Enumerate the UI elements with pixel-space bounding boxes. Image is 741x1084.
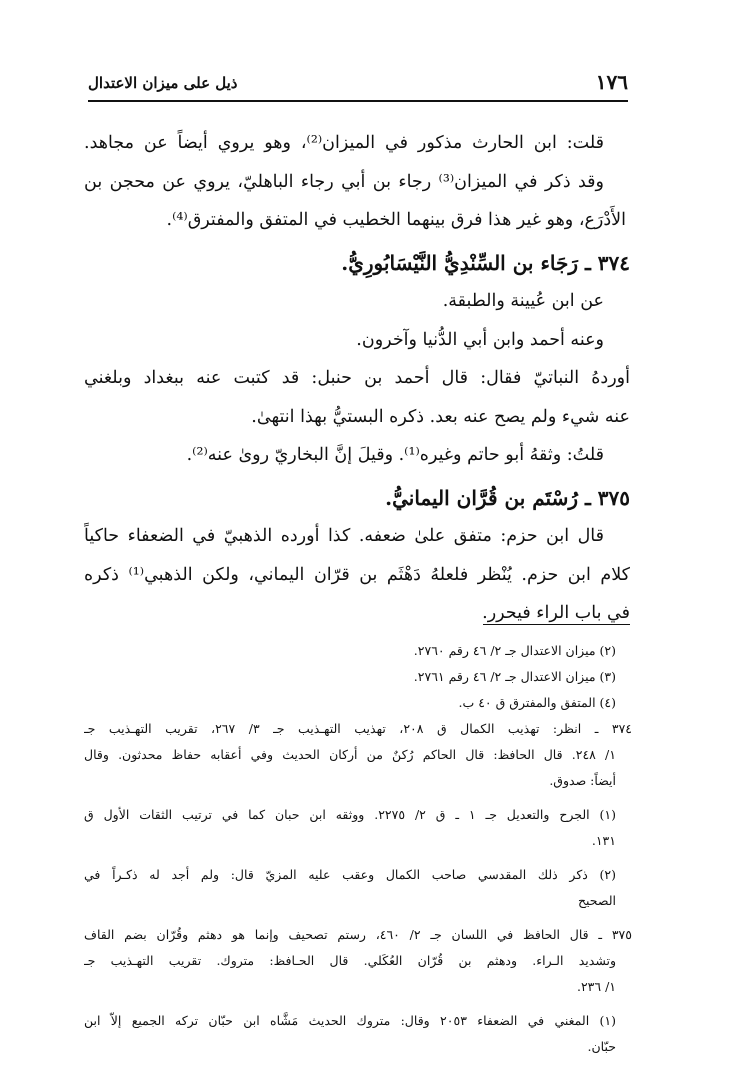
main-text xyxy=(84,124,630,633)
footnote-line: (١) الجرح والتعديل جـ ١ ـ ق ٢/ ٢٢٧٥. ووثقه ابن حبان كما في ترتيب الثقات الأول ق xyxy=(84,807,617,822)
text-line: عنه شيء ولم يصح عنه بعد. ذكره البستيُّ بهذا انتهىٰ. xyxy=(251,406,630,427)
text-line: الأَدْرَع، وهو غير هذا فرق بينهما الخطيب في المتفق والمفترق⁽⁴⁾. xyxy=(166,210,626,230)
footnote-line: وتشديد الـراء. ودهثم بن قُرّان العُكَلي. قال الحـافظ: متروك. تقريب التهـذيب جـ xyxy=(84,953,616,968)
text-line: أوردهُ النباتيّ فقال: قال أحمد بن حنبل: قد كتبت عنه ببغداد وبلغني xyxy=(84,368,630,388)
page-header xyxy=(88,66,628,102)
text-line: كلام ابن حزم. يُنْظر فلعلهُ دَهْثَم بن قرّان اليماني، ولكن الذهبي⁽¹⁾ ذكره xyxy=(84,564,630,585)
text-line: وعنه أحمد وابن أبي الدُّنيا وآخرون. xyxy=(356,329,604,350)
footnote-line: الصحيح xyxy=(577,893,616,908)
footnote-line: ٣٧٥ ـ قال الحافظ في اللسان جـ ٢/ ٤٦٠، رستم تصحيف وإنما هو دهثم وقُرّان بضم القاف xyxy=(84,927,632,942)
text-line: عن ابن عُيينة والطبقة. xyxy=(442,291,604,311)
footnote-line: حبّان. xyxy=(587,1039,616,1054)
footnote-line: (٤) المتفق والمفترق ق ٤٠ ب. xyxy=(458,695,616,710)
footnote-line: ٣٧٤ ـ انظر: تهذيب الكمال ق ٢٠٨، تهذيب التهـذيب جـ ٣/ ٢٦٧، تقريب التهـذيب جـ xyxy=(84,721,632,736)
text-line: قال ابن حزم: متفق علىٰ ضعفه. كذا أورده الذهبيّ في الضعفاء حاكياً xyxy=(84,526,604,546)
footnotes xyxy=(84,638,632,1060)
footnote-line: (١) المغني في الضعفاء ٢٠٥٣ وقال: متروك الحديث مَشَّاه ابن حبّان تركه الجميع إلاّ ابن xyxy=(84,1013,616,1028)
footnote-line: ١/ ٢٤٨. قال الحافظ: قال الحاكم رُكنٌ من أركان الحديث وفي أعقابه حفاظ محدثون. وقال xyxy=(84,747,616,762)
footnote-rule xyxy=(483,624,630,625)
text-line: في باب الراء فيحرر. xyxy=(482,603,630,623)
entry-heading-374: ٣٧٤ ـ رَجَاء بن السِّنْدِيُّ النَّيْسَابُورِيُّ. xyxy=(341,250,630,275)
footnote-line: (٢) ميزان الاعتدال جـ ٢/ ٤٦ رقم ٢٧٦٠. xyxy=(413,643,616,658)
footnote-line: (٣) ميزان الاعتدال جـ ٢/ ٤٦ رقم ٢٧٦١. xyxy=(413,669,616,684)
footnote-line: ١٣١. xyxy=(591,833,616,848)
text-line: قلتُ: وثقهُ أبو حاتم وغيره⁽¹⁾. وقيلَ إنَّ البخاريّ روىٰ عنه⁽²⁾. xyxy=(186,445,604,465)
text-line: قلت: ابن الحارث مذكور في الميزان⁽²⁾، وهو يروي أيضاً عن مجاهد. xyxy=(84,133,605,153)
header-rule xyxy=(88,100,628,102)
footnote-line: ١/ ٢٣٦. xyxy=(576,979,616,994)
entry-heading-375: ٣٧٥ ـ رُسْتَم بن قُرَّان اليمانيُّ. xyxy=(385,485,630,510)
footnote-line: أيضاً: صدوق. xyxy=(549,773,616,788)
footnote-line: (٢) ذكر ذلك المقدسي صاحب الكمال وعقب عليه المزيّ قال: ولم أجد له ذكـراً في xyxy=(84,867,616,882)
text-line: وقد ذكر في الميزان⁽³⁾ رجاء بن أبي رجاء الباهليّ، يروي عن محجن بن xyxy=(84,171,605,192)
running-title: ذيل على ميزان الاعتدال xyxy=(88,74,238,92)
page-number: ١٧٦ xyxy=(595,70,628,94)
